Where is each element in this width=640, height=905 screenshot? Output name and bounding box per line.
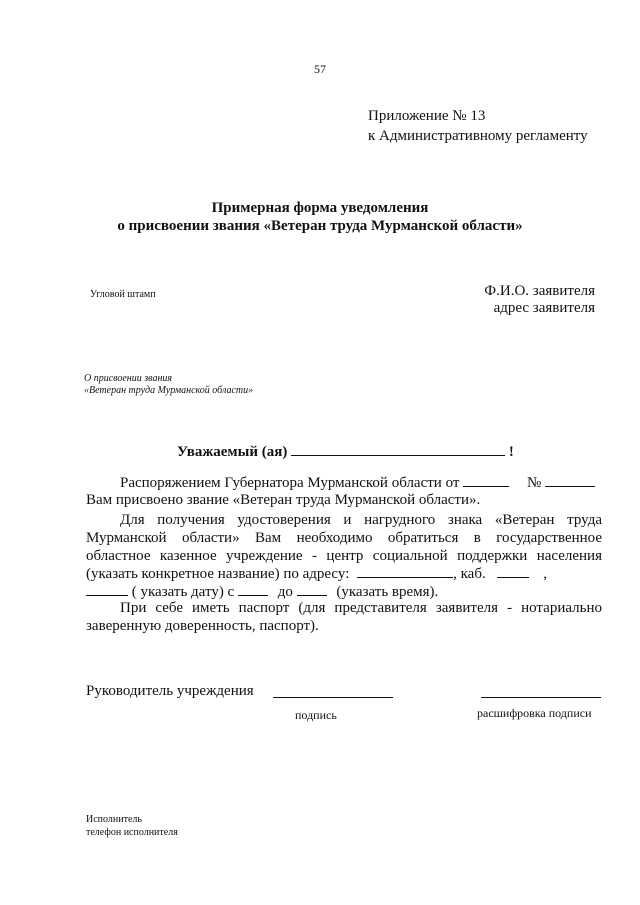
form-title-line2: о присвоении звания «Ветеран труда Мурманской области» xyxy=(117,218,523,234)
signature-decoding-caption: расшифровка подписи xyxy=(477,706,592,720)
body-p3-line1: При себе иметь паспорт (для представителя заявителя - нотариально xyxy=(120,600,602,616)
room-blank xyxy=(497,565,529,578)
page-number: 57 xyxy=(314,62,326,76)
order-text: Распоряжением Губернатора Мурманской области от xyxy=(120,475,460,491)
subject-line2: «Ветеран труда Мурманской области» xyxy=(84,385,254,396)
corner-stamp-label: Угловой штамп xyxy=(90,289,156,300)
body-p1-line2: Вам присвоено звание «Ветеран труда Мурманской области». xyxy=(86,492,481,508)
applicant-name-label: Ф.И.О. заявителя xyxy=(484,283,595,299)
body-p2-line5 xyxy=(86,583,438,601)
room-label: , каб. xyxy=(453,566,486,582)
date-blank xyxy=(86,583,128,596)
executor-label: Исполнитель xyxy=(86,814,142,825)
address-text: (указать конкретное название) по адресу: xyxy=(86,566,350,582)
order-number-sign: № xyxy=(526,475,542,491)
form-title-line1: Примерная форма уведомления xyxy=(211,200,429,216)
body-p2-line4 xyxy=(86,565,547,583)
recipient-name-blank xyxy=(291,443,505,456)
signature-caption: подпись xyxy=(295,708,337,722)
time-to-label: до xyxy=(277,584,293,600)
body-p2-line1: Для получения удостоверения и нагрудного знака «Ветеран труда xyxy=(120,512,602,528)
date-text: ( указать дату) с xyxy=(131,584,235,600)
time-to-blank xyxy=(297,583,327,596)
subject-line1: О присвоении звания xyxy=(84,373,173,384)
body-p2-line3: областное казенное учреждение - центр социальной поддержки населения xyxy=(86,548,602,564)
order-date-blank xyxy=(463,474,509,487)
greeting-text: Уважаемый (ая) xyxy=(177,444,288,460)
greeting-exclamation: ! xyxy=(508,444,514,460)
greeting xyxy=(177,443,514,461)
body-p2-line2: Мурманской области» Вам необходимо обратиться в государственное xyxy=(86,530,602,546)
time-from-blank xyxy=(238,583,268,596)
body-p3-line2: заверенную доверенность, паспорт). xyxy=(86,618,319,634)
applicant-address-label: адрес заявителя xyxy=(493,300,595,316)
time-text: (указать время). xyxy=(336,584,439,600)
signature-decoding-line xyxy=(481,697,601,698)
body-p1-line1 xyxy=(120,474,595,492)
signature-line xyxy=(273,697,393,698)
head-of-institution-label: Руководитель учреждения xyxy=(86,683,254,699)
appendix-reference: к Административному регламенту xyxy=(368,128,588,144)
address-blank xyxy=(357,565,453,578)
order-number-blank xyxy=(545,474,595,487)
comma: , xyxy=(543,566,547,582)
appendix-number: Приложение № 13 xyxy=(368,108,486,124)
executor-phone-label: телефон исполнителя xyxy=(86,827,178,838)
